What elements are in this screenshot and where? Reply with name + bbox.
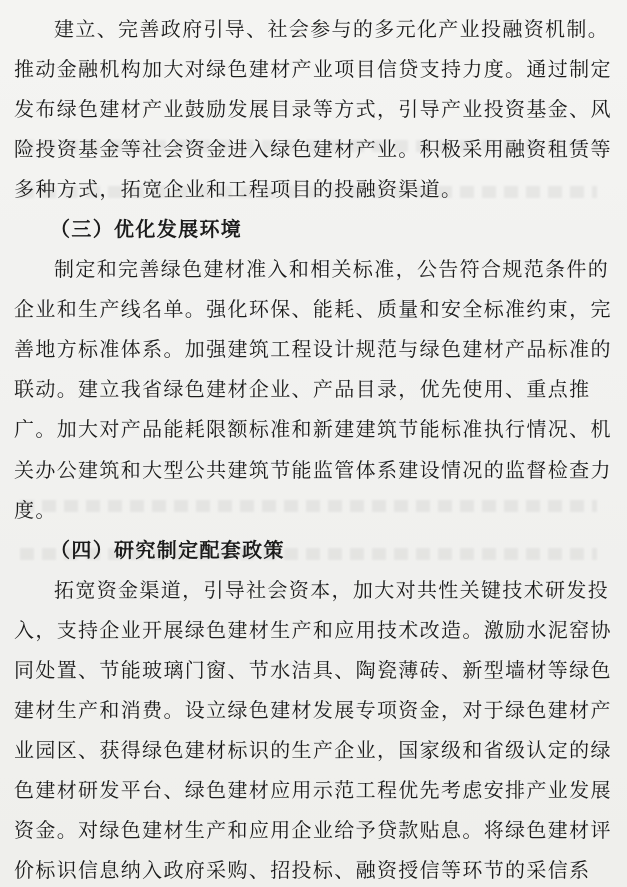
paragraph-line: 制定和完善绿色建材准入和相关标准，公告符合规范条件的 <box>54 257 610 281</box>
paragraph-line: 同处置、节能玻璃门窗、节水洁具、陶瓷薄砖、新型墙材等绿色 <box>14 658 612 682</box>
paragraph-line: 联动。建立我省绿色建材企业、产品目录，优先使用、重点推 <box>14 377 591 401</box>
paragraph-line: 推动金融机构加大对绿色建材产业项目信贷支持力度。通过制定 <box>14 57 612 81</box>
section-heading: （三）优化发展环境 <box>50 217 243 241</box>
paragraph-line: 资金。对绿色建材生产和应用企业给予贷款贴息。将绿色建材评 <box>14 818 612 842</box>
paragraph-line: 建立、完善政府引导、社会参与的多元化产业投融资机制。 <box>54 17 610 41</box>
paragraph-line: 关办公建筑和大型公共建筑节能监管体系建设情况的监督检查力 <box>14 458 612 482</box>
paragraph-line: 业园区、获得绿色建材标识的生产企业，国家级和省级认定的绿 <box>14 738 612 762</box>
paragraph-line: 价标识信息纳入政府采购、招投标、融资授信等环节的采信系 <box>14 858 591 882</box>
paragraph-line: 建材生产和消费。设立绿色建材发展专项资金，对于绿色建材产 <box>14 698 612 722</box>
paragraph-line: 多种方式，拓宽企业和工程项目的投融资渠道。 <box>14 177 463 201</box>
paragraph-line: 度。 <box>14 498 57 522</box>
paragraph-line: 拓宽资金渠道，引导社会资本，加大对共性关键技术研发投 <box>54 578 610 602</box>
paragraph-line: 企业和生产线名单。强化环保、能耗、质量和安全标准约束，完 <box>14 297 612 321</box>
paragraph-line: 入，支持企业开展绿色建材生产和应用技术改造。激励水泥窑协 <box>14 618 612 642</box>
paragraph-line: 险投资基金等社会资金进入绿色建材产业。积极采用融资租赁等 <box>14 137 612 161</box>
paragraph-line: 色建材研发平台、绿色建材应用示范工程优先考虑安排产业发展 <box>14 778 612 802</box>
paragraph-line: 发布绿色建材产业鼓励发展目录等方式，引导产业投资基金、风 <box>14 97 612 121</box>
section-heading: （四）研究制定配套政策 <box>50 538 285 562</box>
paragraph-line: 广。加大对产品能耗限额标准和新建建筑节能标准执行情况、机 <box>14 417 612 441</box>
paragraph-line: 善地方标准体系。加强建筑工程设计规范与绿色建材产品标准的 <box>14 337 612 361</box>
